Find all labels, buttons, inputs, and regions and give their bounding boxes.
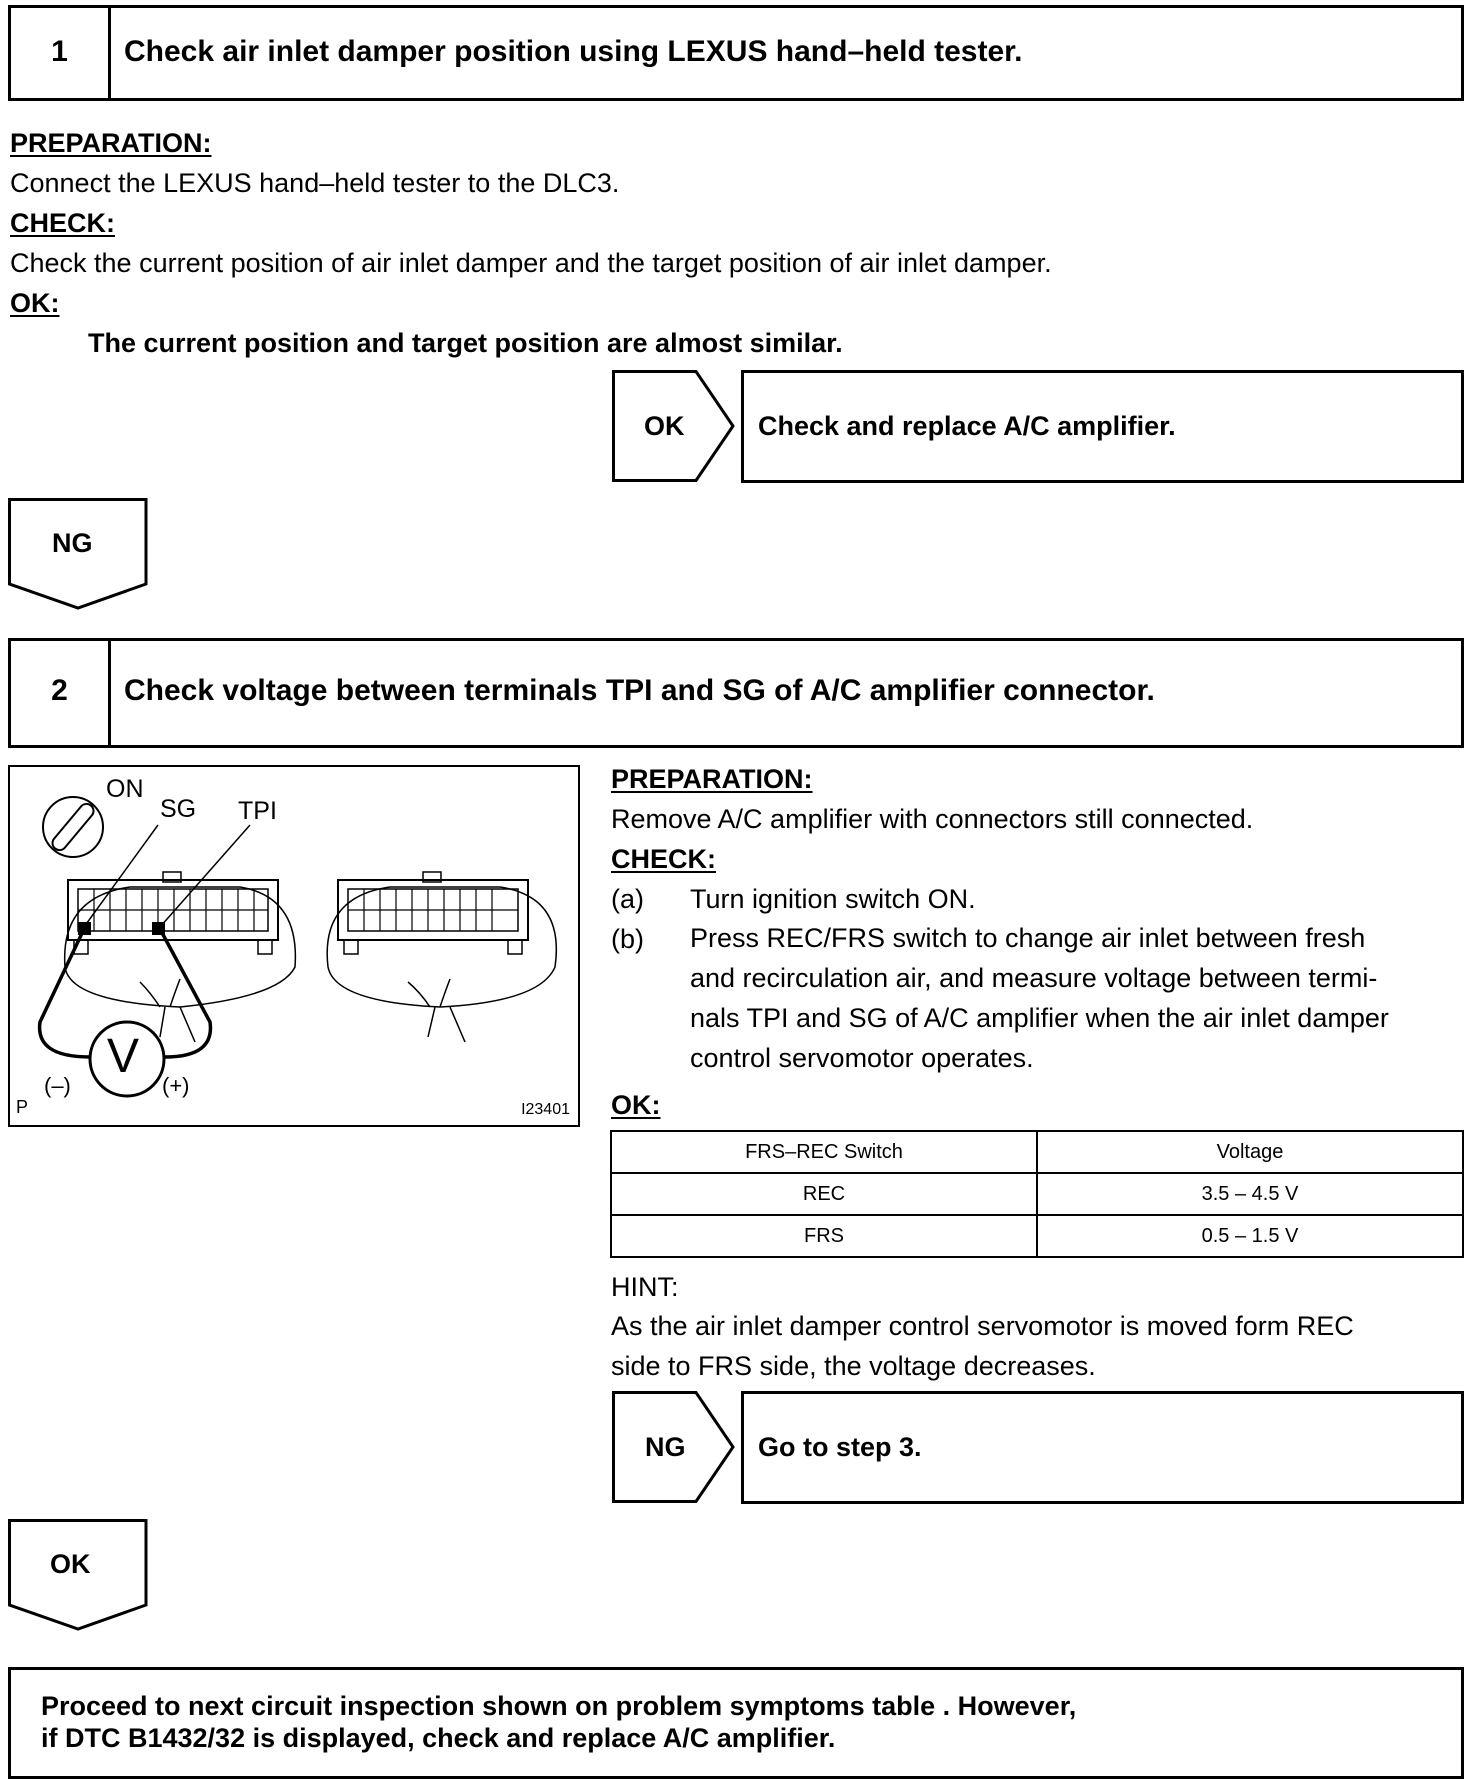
check-b-line: control servomotor operates. <box>690 1043 1034 1073</box>
step1-ok-result-box <box>741 370 1464 483</box>
step2-check-a-text: Turn ignition switch ON. <box>690 884 976 914</box>
table-header-row <box>611 1131 1463 1173</box>
step2-check-a-marker: (a) <box>611 884 644 914</box>
step2-ok-tag: OK <box>50 1549 91 1579</box>
fig-label-plus: (+) <box>162 1073 190 1098</box>
step1-ok-branch-tag: OK <box>644 411 685 441</box>
step2-check-b-text <box>690 918 1470 1078</box>
table-row <box>611 1173 1463 1215</box>
final-instruction-box <box>8 1667 1464 1779</box>
step2-preparation-text: Remove A/C amplifier with connectors still connected. <box>611 804 1254 834</box>
table-cell: 0.5 – 1.5 V <box>1037 1215 1463 1257</box>
hint-line: As the air inlet damper control servomotor is moved form REC <box>611 1311 1354 1341</box>
final-line: Proceed to next circuit inspection shown on problem symptoms table . However, <box>41 1691 1077 1721</box>
step1-ng-tag: NG <box>52 528 93 558</box>
step1-preparation-text: Connect the LEXUS hand–held tester to the DLC3. <box>10 168 620 198</box>
voltage-spec-table <box>610 1130 1464 1258</box>
step1-title: Check air inlet damper position using LEXUS hand–held tester. <box>124 35 1023 68</box>
step2-divider <box>108 641 111 745</box>
check-b-line: nals TPI and SG of A/C amplifier when the air inlet damper <box>690 1003 1389 1033</box>
fig-label-tpi: TPI <box>238 797 277 825</box>
fig-id: I23401 <box>521 1101 570 1118</box>
step1-divider <box>108 8 111 98</box>
fig-label-minus: (–) <box>44 1073 71 1098</box>
left-connector <box>65 872 296 1042</box>
hint-line: side to FRS side, the voltage decreases. <box>611 1351 1096 1381</box>
table-header: Voltage <box>1037 1131 1463 1173</box>
step1-header <box>8 5 1464 101</box>
step2-ng-branch-tag: NG <box>645 1432 686 1462</box>
check-b-line: and recirculation air, and measure voltage between termi- <box>690 963 1378 993</box>
table-header: FRS–REC Switch <box>611 1131 1037 1173</box>
fig-label-v: V <box>107 1030 140 1083</box>
step1-check-label: CHECK: <box>10 208 115 238</box>
table-cell: FRS <box>611 1215 1037 1257</box>
fig-label-p: P <box>16 1097 29 1117</box>
step2-hint-text <box>611 1306 1471 1386</box>
check-b-line: Press REC/FRS switch to change air inlet between fresh <box>690 923 1366 953</box>
final-instruction-text <box>41 1690 1441 1754</box>
step1-ok-label: OK: <box>10 288 60 318</box>
step2-title: Check voltage between terminals TPI and SG of A/C amplifier connector. <box>124 674 1155 707</box>
final-line: if DTC B1432/32 is displayed, check and replace A/C amplifier. <box>41 1723 836 1753</box>
step1-check-text: Check the current position of air inlet damper and the target position of air inlet damper. <box>10 248 1052 278</box>
step2-hint-label: HINT: <box>611 1272 679 1302</box>
step2-figure <box>8 765 580 1127</box>
step2-check-b-marker: (b) <box>611 924 644 954</box>
step1-number: 1 <box>51 35 68 68</box>
step2-preparation-label: PREPARATION: <box>611 764 813 794</box>
table-cell: REC <box>611 1173 1037 1215</box>
step1-preparation-label: PREPARATION: <box>10 128 212 158</box>
table-row <box>611 1215 1463 1257</box>
step1-ok-text: The current position and target position are almost similar. <box>88 328 843 358</box>
step2-check-label: CHECK: <box>611 844 716 874</box>
fig-label-on: ON <box>106 775 144 803</box>
step2-ok-label: OK: <box>611 1090 661 1120</box>
step2-header <box>8 638 1464 748</box>
step2-ng-branch-text: Go to step 3. <box>758 1432 922 1462</box>
ignition-switch-icon <box>43 797 103 857</box>
fig-label-sg: SG <box>160 795 197 823</box>
step1-ok-branch-text: Check and replace A/C amplifier. <box>758 411 1176 441</box>
step2-ng-result-box <box>741 1391 1464 1504</box>
connector-diagram <box>10 767 578 1125</box>
right-connector <box>327 872 556 1042</box>
table-cell: 3.5 – 4.5 V <box>1037 1173 1463 1215</box>
step2-number: 2 <box>51 674 68 707</box>
